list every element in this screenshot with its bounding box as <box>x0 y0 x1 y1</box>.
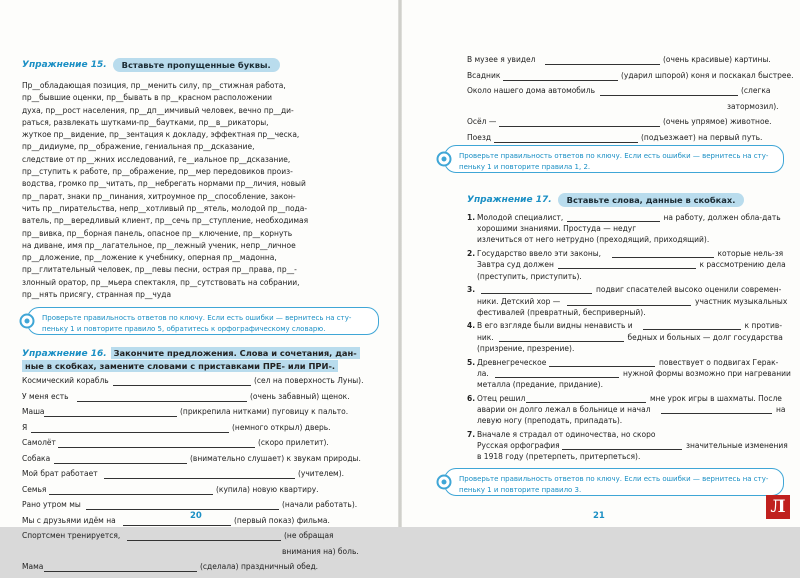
exercise-15-line: пр__дидиуме, пр__ображение, гениальная пр__дсказание, <box>22 142 255 152</box>
exercise-17-header <box>467 191 744 209</box>
exercise-16-label: Упражнение 16. <box>22 349 107 359</box>
sentence-start: Собака <box>22 453 51 463</box>
exercise-16-row <box>22 516 382 532</box>
exercise-17-task: Вставьте слова, данные в скобках. <box>558 193 745 207</box>
exercise-15-line: пр__нять присягу, странная пр__чуда <box>22 290 172 300</box>
sentence-end: (внимательно слушает) к звукам природы. <box>190 453 361 463</box>
sentence-end: (первый показ) фильма. <box>234 515 330 525</box>
right-page <box>401 0 800 527</box>
sentence-end: (сел на поверхность Луны). <box>254 376 364 385</box>
sentence-start: Мама <box>22 562 44 571</box>
exercise-17-line <box>467 358 787 369</box>
item-text-tail: нужной формы возможно при нагревании <box>623 368 791 378</box>
note-bullet-icon <box>20 314 35 329</box>
answer-blank[interactable] <box>123 525 231 526</box>
exercise-16-row <box>467 86 787 102</box>
answer-blank[interactable] <box>562 449 682 450</box>
sentence-start: Осёл — <box>467 117 497 126</box>
item-text-tail: на <box>776 404 786 414</box>
exercise-16-task-2: ные в скобках, замените словами с приставками ПРЕ- или ПРИ-. <box>22 360 338 372</box>
item-text-tail: подвиг спасателей высоко оценили современ- <box>596 285 782 295</box>
item-text-tail: которые нель-зя <box>717 249 784 259</box>
item-text: хорошими знаниями. Простуда — недуг <box>477 224 637 234</box>
sentence-end: (немного открыл) дверь. <box>232 422 331 432</box>
sentence-end: затормозил). <box>727 101 779 111</box>
answer-blank[interactable] <box>77 401 247 402</box>
note-1-text: Проверьте правильность ответов по ключу. Если есть ошибки — вернитесь на сту-пеньку 1 и повторите правило 5, обратитесь к орфографическому словарю. <box>42 314 352 333</box>
exercise-15-line: пр__парат, знаки пр__пинания, хитроумное пр__способление, закон- <box>22 191 296 201</box>
exercise-16-row <box>467 102 787 118</box>
answer-blank[interactable] <box>44 571 197 572</box>
answer-blank[interactable] <box>58 447 255 448</box>
sentence-start: внимания на) боль. <box>282 546 359 556</box>
exercise-15-line: чить пр__пирательства, непр__хотливый пр__ятель, молодой пр__подa- <box>22 203 308 213</box>
exercise-17-line <box>467 272 787 283</box>
answer-key-note-3 <box>444 468 784 496</box>
answer-blank[interactable] <box>549 366 656 367</box>
answer-key-note-2 <box>444 145 784 173</box>
answer-blank[interactable] <box>104 478 295 479</box>
exercise-17-line <box>467 368 791 380</box>
sentence-end: (ударил шпорой) коня и поскакал быстрее. <box>621 70 794 80</box>
item-text: Государство ввело эти законы, <box>477 249 602 259</box>
note-bullet-icon <box>437 475 452 490</box>
exercise-17-line <box>467 344 787 355</box>
answer-blank[interactable] <box>54 463 187 464</box>
note-3-text: Проверьте правильность ответов по ключу. Если есть ошибки — вернитесь на сту-пеньку 1 и повторите правило 3. <box>459 475 769 494</box>
item-text: Древнегреческое <box>477 357 547 367</box>
answer-blank[interactable] <box>86 509 279 510</box>
sentence-start: Маша <box>22 407 45 416</box>
sentence-start: Около нашего дома автомобиль <box>467 86 596 95</box>
exercise-15-line: водства, громко пр__читать, пр__небрегать нормами пр__личия, новый <box>22 179 306 189</box>
answer-blank[interactable] <box>526 402 646 403</box>
exercise-15-line: пр__ступить к работе, пр__ображение, пр__мер передовиков произ- <box>22 167 293 177</box>
exercise-17-items <box>467 213 791 466</box>
answer-blank[interactable] <box>499 126 660 127</box>
exercise-17-line <box>467 224 787 235</box>
exercise-15-line: раться, развлекать шутками-пр__баутками, пр__в__рикаторы, <box>22 117 269 127</box>
item-text-tail: на работу, должен обла-дать <box>663 213 781 222</box>
page-number-left: 20 <box>190 511 202 521</box>
answer-blank[interactable] <box>545 64 660 65</box>
sentence-end: (очень забавный) щенок. <box>250 391 350 401</box>
exercise-16-continued <box>467 55 794 148</box>
sentence-start: В музее я увидел <box>467 55 536 64</box>
exercise-16-row <box>22 485 382 501</box>
exercise-15-line: пр__бывшие оценки, пр__бывать в пр__красном расположении <box>22 93 273 103</box>
exercise-17-line <box>467 308 787 319</box>
exercise-16-row <box>467 55 787 71</box>
exercise-15-text <box>22 80 378 301</box>
exercise-15-line: пр__глитательный человек, пр__певы песни, острая пр__права, пр__- <box>22 265 297 275</box>
item-text: металла (предание, придание). <box>477 380 603 389</box>
sentence-end: (очень красивые) картины. <box>663 55 771 64</box>
exercise-17-line <box>467 333 787 344</box>
item-number: 5. <box>467 357 476 367</box>
left-page <box>0 0 399 571</box>
exercise-16-row <box>22 376 382 392</box>
answer-blank[interactable] <box>661 413 772 414</box>
item-text: Отец решил <box>477 393 526 403</box>
sentence-start: Спортсмен тренируется, <box>22 531 121 540</box>
exercise-15-line: жуткое пр__видение, пр__зентация к докладу, эффектная пр__ческа, <box>22 130 300 140</box>
answer-blank[interactable] <box>499 341 624 342</box>
exercise-15-line: пр__дложение, пр__ложение к учебнику, оперная пр__мадонна, <box>22 253 277 263</box>
sentence-end: (не обращая <box>284 531 334 540</box>
answer-blank[interactable] <box>113 385 251 386</box>
exercise-17-label: Упражнение 17. <box>467 195 552 205</box>
exercise-15-line: Пр__обладающая позиция, пр__менить силу, пр__стижная работа, <box>22 81 286 90</box>
exercise-16-row <box>22 500 382 516</box>
exercise-16-task-1: Закончите предложения. Слова и сочетания, дан- <box>111 347 360 359</box>
exercise-17-line <box>467 260 787 271</box>
item-number: 2. <box>467 249 476 259</box>
sentence-start: Рано утром мы <box>22 500 81 509</box>
note-bullet-icon <box>437 152 452 167</box>
item-text: Русская орфография <box>477 441 560 451</box>
exercise-17-line <box>467 249 787 260</box>
sentence-end: (подъезжает) на первый путь. <box>641 132 763 142</box>
answer-blank[interactable] <box>558 268 696 269</box>
item-text: излечиться от него нетрудно (преходящий, приходящий). <box>477 235 710 245</box>
exercise-17-line <box>467 235 787 246</box>
note-2-text: Проверьте правильность ответов по ключу. Если есть ошибки — вернитесь на сту-пеньку 1 и повторите правила 1, 2. <box>459 152 769 171</box>
exercise-15-label: Упражнение 15. <box>22 60 107 70</box>
item-text-tail: к рассмотрению дела <box>699 260 786 270</box>
sentence-end: (очень упрямое) животное. <box>663 117 772 126</box>
exercise-16-sentences <box>22 376 382 578</box>
exercise-17-line <box>467 380 787 391</box>
exercise-16-row <box>22 438 382 454</box>
exercise-16-row <box>467 117 787 133</box>
answer-blank[interactable] <box>495 377 620 378</box>
sentence-start: Семья <box>22 484 47 494</box>
item-text: ла. <box>477 368 489 378</box>
exercise-17-line <box>467 321 787 332</box>
answer-blank[interactable] <box>612 257 714 258</box>
sentence-end: (учителем). <box>298 469 345 478</box>
item-text-tail: мне урок игры в шахматы. После <box>650 393 782 403</box>
exercise-16-row <box>22 423 382 439</box>
answer-blank[interactable] <box>127 540 281 541</box>
exercise-17-line <box>467 297 787 308</box>
item-text: ник. <box>477 332 494 342</box>
item-number: 6. <box>467 393 476 403</box>
item-text: Завтра суд должен <box>477 260 554 270</box>
answer-blank[interactable] <box>643 329 741 330</box>
sentence-start: Мы с друзьями идём на <box>22 515 116 525</box>
exercise-16-row <box>22 469 382 485</box>
exercise-15-line: злонный оратор, пр__мьера спектакля, пр__сутствовать на собрании, <box>22 277 300 287</box>
exercise-15-line: пр__вивка, пр__борная панель, опасное пр__ключение, пр__корнуть <box>22 228 293 238</box>
item-text-tail: значительные изменения <box>686 441 788 451</box>
exercise-16-header <box>22 347 382 372</box>
item-text: Вначале я страдал от одиночества, но скоро <box>477 429 656 439</box>
item-text-tail: к против- <box>744 321 783 331</box>
exercise-16-row <box>22 454 382 470</box>
sentence-start: Космический корабль <box>22 376 109 385</box>
answer-blank[interactable] <box>481 293 592 294</box>
item-number: 4. <box>467 321 476 331</box>
exercise-17-line <box>467 452 787 463</box>
sentence-end: (купила) новую квартиру. <box>216 484 319 494</box>
item-text: в 1918 году (претерпеть, притерпеться). <box>477 452 641 462</box>
item-number: 1. <box>467 213 476 222</box>
answer-blank[interactable] <box>31 432 229 433</box>
answer-blank[interactable] <box>600 95 738 96</box>
exercise-16-row <box>22 562 382 578</box>
exercise-15-line: следствие от пр__жних исследований, ге__иальное пр__дсказание, <box>22 154 291 164</box>
item-text: ники. Детский хор — <box>477 296 561 306</box>
sentence-start: Самолёт <box>22 438 56 447</box>
exercise-17-line <box>467 405 787 416</box>
item-text: (призрение, презрение). <box>477 343 575 353</box>
item-text-tail: бедных и больных — долг государства <box>627 332 783 342</box>
sentence-end: (начали работать). <box>282 500 358 509</box>
sentence-start: Всадник <box>467 70 501 80</box>
item-text-tail: повествует о подвигах Герак- <box>659 357 779 367</box>
exercise-15-header <box>22 56 280 74</box>
exercise-17-line <box>467 394 787 405</box>
sentence-start: У меня есть <box>22 391 69 401</box>
exercise-17-line <box>467 213 787 224</box>
publisher-logo: Л <box>766 495 790 519</box>
exercise-16-row <box>22 547 382 563</box>
page-number-right: 21 <box>593 511 605 521</box>
sentence-end: (скоро прилетит). <box>258 438 329 447</box>
exercise-17-line <box>467 430 787 441</box>
answer-blank[interactable] <box>494 142 638 143</box>
sentence-end: (прикрепила нитками) пуговицу к пальто. <box>180 407 349 416</box>
exercise-16-row <box>22 407 382 423</box>
exercise-16-row <box>467 70 794 87</box>
exercise-17-line <box>467 441 787 452</box>
sentence-end: (сделала) праздничный обед. <box>200 562 319 571</box>
item-number: 7. <box>467 429 476 439</box>
sentence-start: Мой брат работает <box>22 469 98 478</box>
item-text: В его взгляде были видны ненависть и <box>477 321 633 331</box>
item-text: (преступить, приступить). <box>477 271 582 281</box>
exercise-17-line <box>467 416 787 427</box>
answer-blank[interactable] <box>503 80 618 81</box>
exercise-15-line: ватель, пр__вередливый клиент, пр__сечь пр__ступление, необходимая <box>22 216 309 226</box>
answer-blank[interactable] <box>44 416 177 417</box>
exercise-15-task: Вставьте пропущенные буквы. <box>113 58 280 72</box>
sentence-start: Поезд <box>467 132 492 142</box>
answer-key-note-1 <box>27 307 379 335</box>
exercise-17-line <box>467 285 787 296</box>
exercise-15-line: на диване, имя пр__лагательное, пр__лежный ученик, непр__личное <box>22 240 296 250</box>
item-text: левую ногу (преподать, припадать). <box>477 416 623 426</box>
sentence-end: (слегка <box>741 86 771 95</box>
exercise-15-line: духа, пр__рост населения, пр__дп__имчивый человек, вечно пр__ди- <box>22 105 294 115</box>
exercise-16-row <box>22 392 382 408</box>
item-text: фестивалей (превратный, бесприверный). <box>477 307 646 317</box>
item-text: аварии он долго лежал в больнице и начал <box>477 404 651 414</box>
item-text: Молодой специалист, <box>477 213 564 222</box>
item-number: 3. <box>467 285 476 295</box>
answer-blank[interactable] <box>567 221 660 222</box>
item-text-tail: участник музыкальных <box>695 296 788 306</box>
sentence-start: Я <box>22 422 28 432</box>
answer-blank[interactable] <box>49 494 213 495</box>
answer-blank[interactable] <box>567 305 692 306</box>
exercise-16-row <box>22 531 382 547</box>
